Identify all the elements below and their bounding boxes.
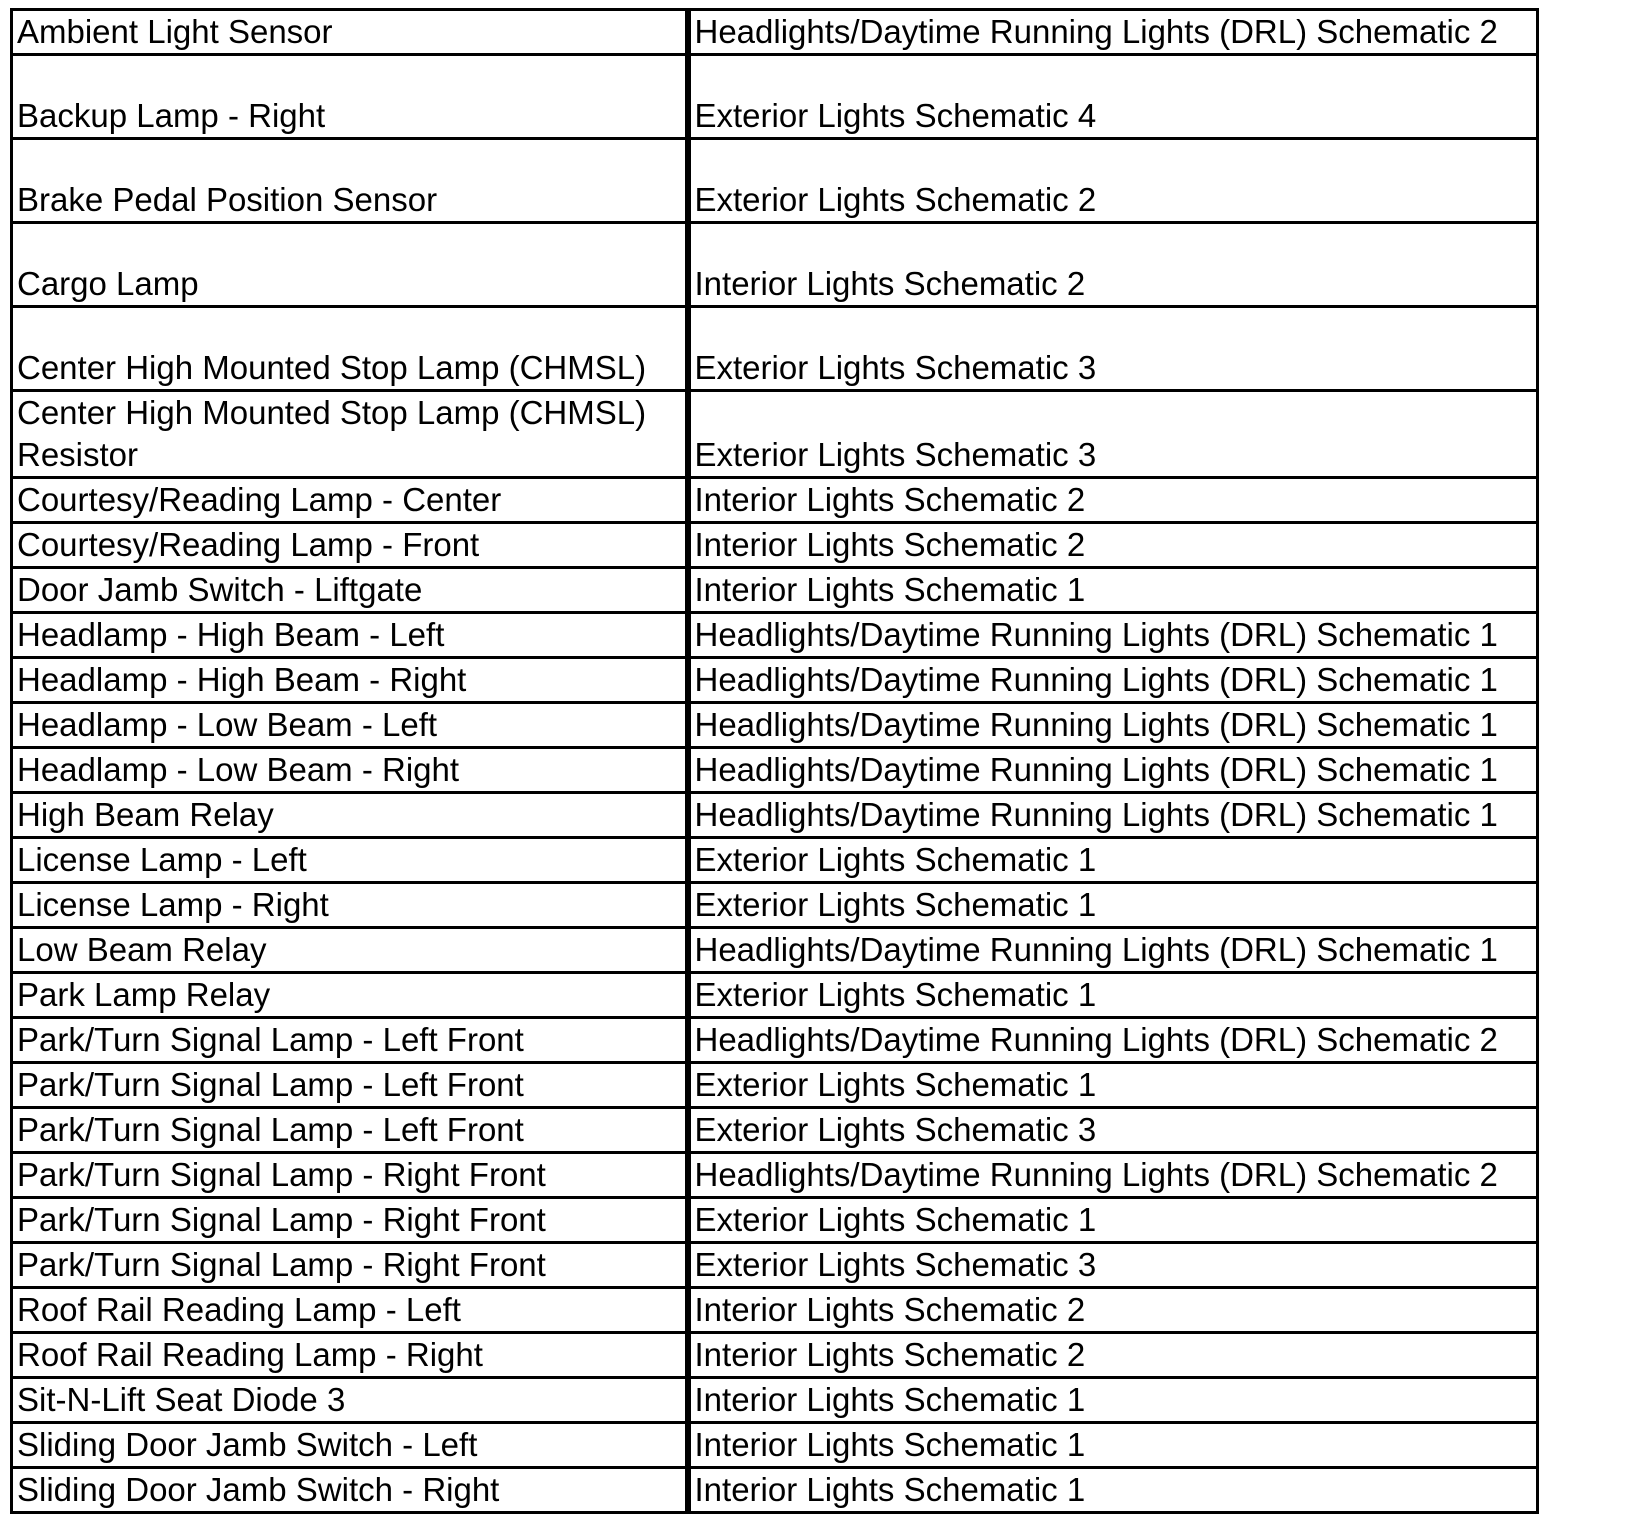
- component-name-cell: Headlamp - High Beam - Left: [12, 613, 688, 658]
- schematic-reference-cell: Exterior Lights Schematic 1: [688, 883, 1538, 928]
- table-row: [12, 613, 1538, 658]
- component-schematic-table: [10, 8, 1539, 1514]
- component-name-cell: Center High Mounted Stop Lamp (CHMSL) Resistor: [12, 391, 688, 478]
- table-row: [12, 1198, 1538, 1243]
- schematic-reference-cell: Interior Lights Schematic 1: [688, 1423, 1538, 1468]
- component-name-cell: Roof Rail Reading Lamp - Right: [12, 1333, 688, 1378]
- table-row: [12, 793, 1538, 838]
- schematic-reference-cell: Exterior Lights Schematic 1: [688, 1063, 1538, 1108]
- component-name-cell: Park/Turn Signal Lamp - Left Front: [12, 1108, 688, 1153]
- schematic-reference-cell: Headlights/Daytime Running Lights (DRL) Schematic 1: [688, 793, 1538, 838]
- table-row: [12, 1153, 1538, 1198]
- schematic-reference-cell: Headlights/Daytime Running Lights (DRL) Schematic 2: [688, 1018, 1538, 1063]
- component-name-cell: Park/Turn Signal Lamp - Left Front: [12, 1018, 688, 1063]
- table-row: [12, 10, 1538, 55]
- table-row: [12, 1378, 1538, 1423]
- component-name-cell: Headlamp - Low Beam - Left: [12, 703, 688, 748]
- table-row: [12, 658, 1538, 703]
- schematic-reference-cell: Exterior Lights Schematic 2: [688, 139, 1538, 223]
- component-name-cell: Headlamp - High Beam - Right: [12, 658, 688, 703]
- table-row: [12, 838, 1538, 883]
- table-row: [12, 523, 1538, 568]
- component-name-cell: License Lamp - Right: [12, 883, 688, 928]
- component-name-cell: Low Beam Relay: [12, 928, 688, 973]
- schematic-reference-cell: Interior Lights Schematic 2: [688, 478, 1538, 523]
- component-name-cell: Backup Lamp - Right: [12, 55, 688, 139]
- table-row: [12, 928, 1538, 973]
- component-name-cell: Park/Turn Signal Lamp - Right Front: [12, 1198, 688, 1243]
- component-name-cell: Park/Turn Signal Lamp - Left Front: [12, 1063, 688, 1108]
- table-row: [12, 1288, 1538, 1333]
- table-row: [12, 1423, 1538, 1468]
- component-name-cell: Sliding Door Jamb Switch - Left: [12, 1423, 688, 1468]
- component-name-cell: Headlamp - Low Beam - Right: [12, 748, 688, 793]
- schematic-reference-cell: Interior Lights Schematic 1: [688, 1378, 1538, 1423]
- schematic-reference-cell: Headlights/Daytime Running Lights (DRL) Schematic 1: [688, 748, 1538, 793]
- schematic-reference-cell: Headlights/Daytime Running Lights (DRL) Schematic 1: [688, 703, 1538, 748]
- schematic-reference-cell: Exterior Lights Schematic 3: [688, 307, 1538, 391]
- schematic-reference-cell: Interior Lights Schematic 1: [688, 568, 1538, 613]
- schematic-reference-cell: Exterior Lights Schematic 1: [688, 973, 1538, 1018]
- table-row: [12, 568, 1538, 613]
- schematic-reference-cell: Exterior Lights Schematic 3: [688, 391, 1538, 478]
- component-name-cell: Brake Pedal Position Sensor: [12, 139, 688, 223]
- table-row: [12, 1243, 1538, 1288]
- component-name-cell: Sliding Door Jamb Switch - Right: [12, 1468, 688, 1513]
- schematic-reference-cell: Interior Lights Schematic 1: [688, 1468, 1538, 1513]
- component-name-cell: Courtesy/Reading Lamp - Center: [12, 478, 688, 523]
- table-row: [12, 55, 1538, 139]
- table-row: [12, 1468, 1538, 1513]
- schematic-reference-cell: Interior Lights Schematic 2: [688, 1288, 1538, 1333]
- component-name-cell: Center High Mounted Stop Lamp (CHMSL): [12, 307, 688, 391]
- table-row: [12, 1018, 1538, 1063]
- schematic-reference-cell: Exterior Lights Schematic 3: [688, 1243, 1538, 1288]
- table-row: [12, 883, 1538, 928]
- schematic-reference-cell: Exterior Lights Schematic 3: [688, 1108, 1538, 1153]
- component-name-cell: High Beam Relay: [12, 793, 688, 838]
- schematic-reference-cell: Interior Lights Schematic 2: [688, 223, 1538, 307]
- schematic-reference-cell: Interior Lights Schematic 2: [688, 523, 1538, 568]
- table-row: [12, 223, 1538, 307]
- schematic-reference-cell: Headlights/Daytime Running Lights (DRL) Schematic 1: [688, 658, 1538, 703]
- component-name-cell: Ambient Light Sensor: [12, 10, 688, 55]
- component-name-cell: Park/Turn Signal Lamp - Right Front: [12, 1243, 688, 1288]
- table-row: [12, 391, 1538, 478]
- component-name-cell: Cargo Lamp: [12, 223, 688, 307]
- table-row: [12, 703, 1538, 748]
- schematic-reference-cell: Interior Lights Schematic 2: [688, 1333, 1538, 1378]
- table-row: [12, 1063, 1538, 1108]
- table-row: [12, 478, 1538, 523]
- component-schematic-table-wrapper: [10, 8, 1539, 1514]
- schematic-reference-cell: Exterior Lights Schematic 1: [688, 1198, 1538, 1243]
- table-row: [12, 1108, 1538, 1153]
- table-row: [12, 748, 1538, 793]
- table-row: [12, 1333, 1538, 1378]
- component-name-cell: Courtesy/Reading Lamp - Front: [12, 523, 688, 568]
- component-name-cell: Roof Rail Reading Lamp - Left: [12, 1288, 688, 1333]
- schematic-reference-cell: Headlights/Daytime Running Lights (DRL) Schematic 2: [688, 1153, 1538, 1198]
- table-row: [12, 139, 1538, 223]
- schematic-reference-cell: Headlights/Daytime Running Lights (DRL) Schematic 2: [688, 10, 1538, 55]
- component-name-cell: Park/Turn Signal Lamp - Right Front: [12, 1153, 688, 1198]
- table-body: [12, 10, 1538, 1513]
- schematic-reference-cell: Headlights/Daytime Running Lights (DRL) Schematic 1: [688, 928, 1538, 973]
- component-name-cell: Sit-N-Lift Seat Diode 3: [12, 1378, 688, 1423]
- schematic-reference-cell: Exterior Lights Schematic 1: [688, 838, 1538, 883]
- schematic-reference-cell: Exterior Lights Schematic 4: [688, 55, 1538, 139]
- component-name-cell: License Lamp - Left: [12, 838, 688, 883]
- component-name-cell: Door Jamb Switch - Liftgate: [12, 568, 688, 613]
- table-row: [12, 973, 1538, 1018]
- schematic-reference-cell: Headlights/Daytime Running Lights (DRL) Schematic 1: [688, 613, 1538, 658]
- table-row: [12, 307, 1538, 391]
- component-name-cell: Park Lamp Relay: [12, 973, 688, 1018]
